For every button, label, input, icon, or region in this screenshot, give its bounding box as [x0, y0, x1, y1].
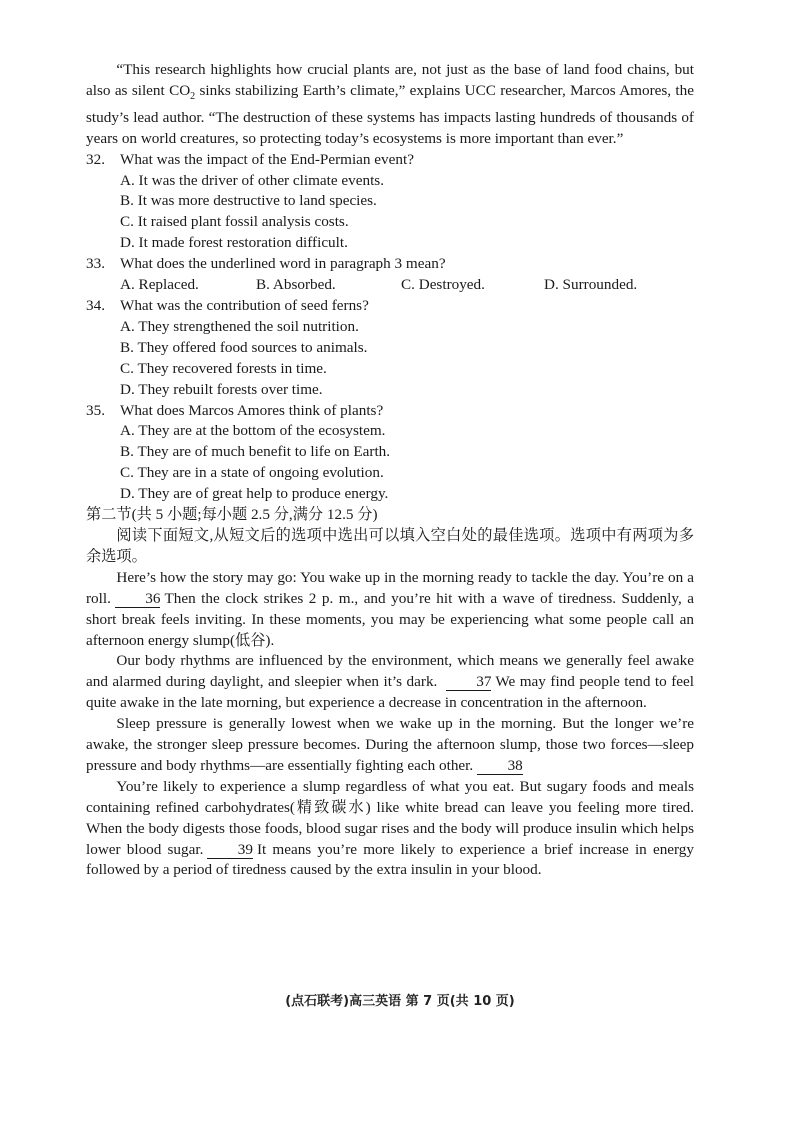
question-number: 33. [86, 255, 105, 273]
blank-38[interactable]: 38 [477, 757, 523, 775]
option-d[interactable]: D. They rebuilt forests over time. [120, 380, 323, 398]
question-number: 34. [86, 297, 105, 314]
section-heading: 第二节(共 5 小题;每小题 2.5 分,满分 12.5 分) [86, 506, 378, 524]
option-d[interactable]: D. They are of great help to produce energy. [120, 485, 389, 503]
section-instruction: 阅读下面短文,从短文后的选项中选出可以填入空白处的最佳选项。选项中有两项为多余选项。 [86, 526, 694, 565]
question-number: 32. [86, 150, 105, 168]
blank-37[interactable]: 37 [446, 673, 492, 691]
passage-paragraph-1: Here’s how the story may go: You wake up in the morning ready to tackle the day. You’re on a roll. 36 Then the clock strikes 2 p. m., and you’re hit with a wave of tiredness. Suddenly, a short break feels inviting. In these moments, you may be experiencing what some people call an afternoon energy slump(低谷). [86, 568, 694, 649]
question-33 [86, 254, 694, 296]
passage-paragraph-4: You’re likely to experience a slump regardless of what you eat. But sugary foods and meals containing refined carbohydrates(精致碳水) like white bread can leave you feeling more tired. When the body digests those foods, blood sugar rises and the body will produce insulin which helps lower blood sugar. 39 It means you’re more likely to experience a brief increase in energy followed by a period of tiredness caused by the extra insulin in your blood. [86, 777, 694, 879]
question-text: What was the impact of the End-Permian event? [120, 150, 414, 168]
passage-paragraph-3: Sleep pressure is generally lowest when we wake up in the morning. But the longer we’re awake, the stronger sleep pressure becomes. During the afternoon slump, those two forces—sleep pressure and body rhythms—are essentially fighting each other. 38 [86, 715, 694, 774]
option-a[interactable]: A. They strengthened the soil nutrition. [120, 317, 359, 335]
passage-paragraph-2: Our body rhythms are influenced by the environment, which means we generally feel awake and alarmed during daylight, and sleepier when it’s dark. 37 We may find people tend to feel quite awake in the late morning, but experience a decrease in concentration in the afternoon. [86, 652, 694, 712]
option-a[interactable]: A. Replaced. [120, 276, 199, 294]
question-text: What does the underlined word in paragraph 3 mean? [120, 255, 446, 273]
option-c[interactable]: C. It raised plant fossil analysis costs. [120, 213, 349, 231]
question-32 [86, 150, 694, 255]
option-d[interactable]: D. Surrounded. [544, 276, 638, 294]
intro-paragraph: “This research highlights how crucial plants are, not just as the base of land food chains, but also as silent $CO_2$ sinks stabilizing Earth’s climate,” explains UCC researcher, Marcos Amores, the study’s lead author. “The destruction of these systems has impacts lasting hundreds of thousands of years on world creatures, so protecting today’s ecosystems is more important than ever.” [86, 61, 694, 147]
option-b[interactable]: B. Absorbed. [256, 276, 336, 294]
blank-39[interactable]: 39 [207, 841, 253, 859]
question-text: What does Marcos Amores think of plants? [120, 401, 384, 419]
option-c[interactable]: C. They recovered forests in time. [120, 359, 327, 377]
blank-36[interactable]: 36 [115, 590, 161, 608]
option-d[interactable]: D. It made forest restoration difficult. [120, 234, 348, 252]
question-text: What was the contribution of seed ferns? [120, 297, 369, 314]
option-c[interactable]: C. They are in a state of ongoing evolution. [120, 464, 384, 482]
question-35 [86, 401, 694, 506]
option-a[interactable]: A. They are at the bottom of the ecosystem. [120, 422, 386, 440]
question-34 [86, 296, 694, 401]
question-number: 35. [86, 401, 105, 419]
option-b[interactable]: B. They are of much benefit to life on Earth. [120, 443, 391, 461]
option-a[interactable]: A. It was the driver of other climate events. [120, 171, 385, 189]
exam-page [86, 60, 694, 881]
option-b[interactable]: B. It was more destructive to land species. [120, 192, 377, 210]
option-b[interactable]: B. They offered food sources to animals. [120, 338, 368, 356]
options-row [120, 275, 694, 296]
page-footer: (点石联考)高三英语 第 7 页(共 10 页) [285, 994, 515, 1009]
option-c[interactable]: C. Destroyed. [401, 276, 485, 294]
